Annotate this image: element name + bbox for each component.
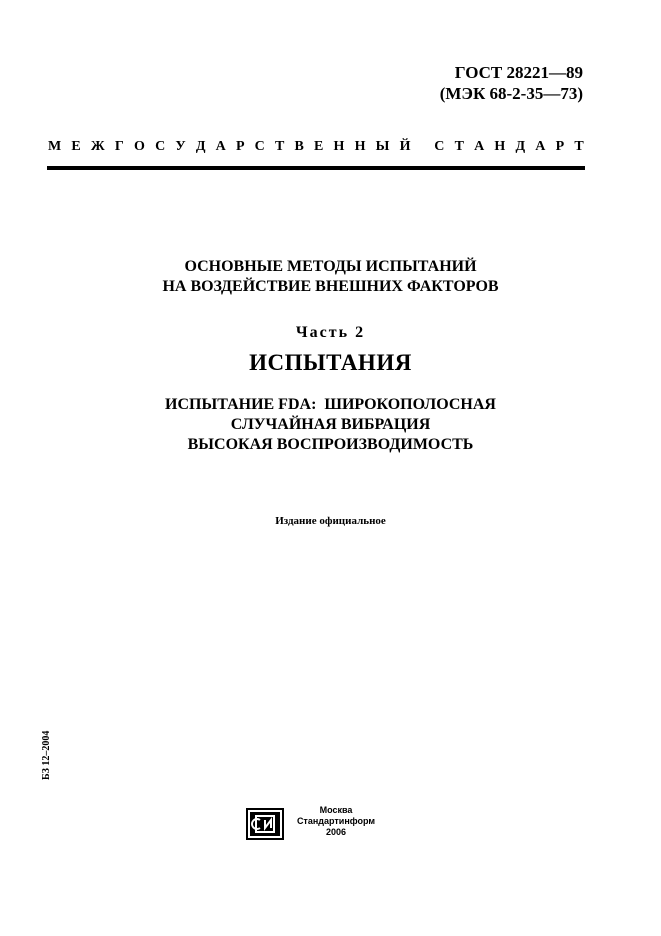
title-line-1: ОСНОВНЫЕ МЕТОДЫ ИСПЫТАНИЙ <box>184 258 477 275</box>
standard-type-letter: Г <box>114 139 124 154</box>
part-title: ИСПЫТАНИЯ <box>249 350 412 375</box>
standard-type <box>48 138 584 156</box>
subtitle-line-1: ИСПЫТАНИЕ FDA: ШИРОКОПОЛОСНАЯ <box>165 396 496 413</box>
issue-code: БЗ 12–2004 <box>41 730 52 780</box>
publisher-name: Стандартинформ <box>296 816 376 826</box>
part-label: Часть 2 <box>295 324 366 341</box>
standard-type-letter: Н <box>333 139 345 154</box>
standard-type-letter: Т <box>454 139 464 154</box>
subtitle-line-3: ВЫСОКАЯ ВОСПРОИЗВОДИМОСТЬ <box>187 436 474 453</box>
standard-type-letter: С <box>155 139 166 154</box>
standard-type-letter: Ж <box>90 139 105 154</box>
document-title <box>0 257 661 297</box>
standard-type-letter: М <box>48 139 62 154</box>
standard-type-letter: У <box>175 139 186 154</box>
publisher <box>292 805 380 838</box>
test-subtitle <box>0 395 661 455</box>
publisher-year: 2006 <box>325 827 347 837</box>
standard-type-letter: Д <box>195 139 206 154</box>
standard-type-letter: Т <box>274 139 285 154</box>
title-line-2: НА ВОЗДЕЙСТВИЕ ВНЕШНИХ ФАКТОРОВ <box>162 278 499 295</box>
edition-note: Издание официальное <box>275 515 386 527</box>
standard-type-letter: А <box>535 139 546 154</box>
standard-type-letter: Т <box>574 139 584 154</box>
standard-type-letter: С <box>254 139 265 154</box>
standard-type-letter <box>421 138 425 156</box>
standard-type-letter: А <box>215 139 226 154</box>
subtitle-line-2: СЛУЧАЙНАЯ ВИБРАЦИЯ <box>230 416 431 433</box>
standard-type-letter: А <box>474 139 485 154</box>
standard-type-letter: О <box>134 139 145 154</box>
standard-type-letter: Ы <box>375 139 390 154</box>
standartinform-logo-icon <box>246 808 284 840</box>
standard-type-letter: Е <box>71 139 81 154</box>
standard-type-letter: Р <box>555 139 565 154</box>
standard-type-letter: Р <box>235 139 245 154</box>
standard-type-letter: Н <box>494 139 506 154</box>
standard-type-letter: Н <box>354 139 366 154</box>
iec-number: (МЭК 68-2-35—73) <box>439 84 583 103</box>
gost-number: ГОСТ 28221—89 <box>454 63 583 82</box>
standard-type-letter: Е <box>314 139 324 154</box>
standard-type-letter: Д <box>515 139 526 154</box>
standard-type-letter: С <box>434 139 445 154</box>
standard-type-letter: Й <box>399 139 411 154</box>
gost-designation <box>440 62 583 104</box>
header-rule <box>47 166 585 170</box>
standard-type-letter: В <box>294 139 304 154</box>
publisher-city: Москва <box>319 805 353 815</box>
